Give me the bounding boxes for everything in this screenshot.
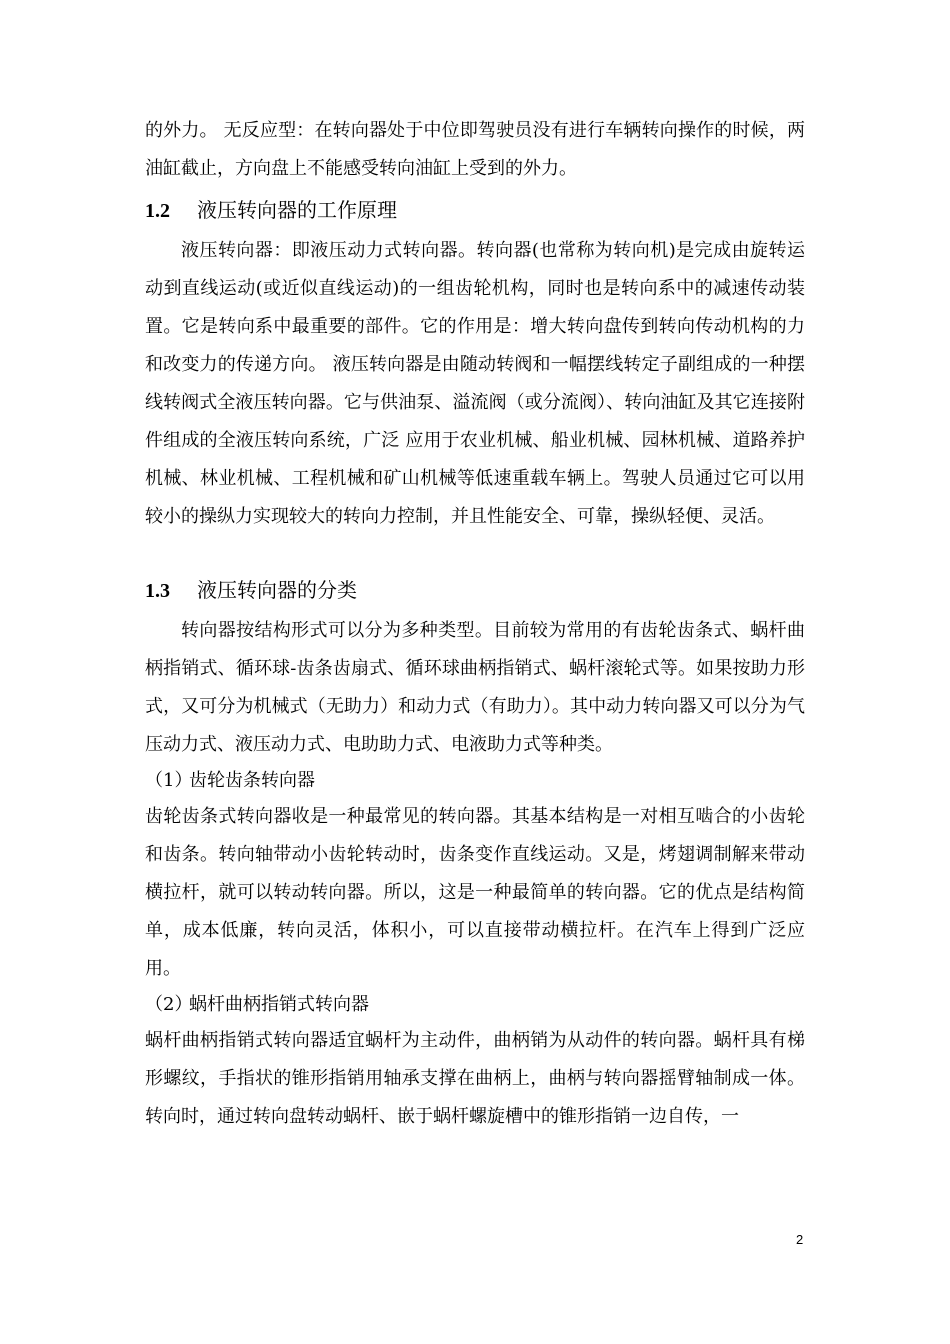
paragraph-top: 的外力。 无反应型：在转向器处于中位即驾驶员没有进行车辆转向操作的时候，两油缸截止，方向盘上不能感受转向油缸上受到的外力。 bbox=[145, 120, 805, 179]
section-title: 液压转向器的分类 bbox=[197, 578, 357, 602]
section-heading-1-2 bbox=[145, 188, 805, 232]
section-number: 1.2 bbox=[145, 200, 170, 222]
subheading-2 bbox=[145, 988, 805, 1022]
paragraph-working-principle: 液压转向器：即液压动力式转向器。转向器(也常称为转向机)是完成由旋转运动到直线运动(或近似直线运动)的一组齿轮机构，同时也是转向系中的减速传动装置。它是转向系中最重要的部件。它的作用是：增大转向盘传到转向传动机构的力和改变力的传递方向。 液压转向器是由随动转阀和一幅摆线转定子副组成的一种摆线转阀式全液压转向器。它与供油泵、溢流阀（或分流阀）、转向油缸及其它连接附件组成的全液压转向系统，广泛 应用于农业机械、船业机械、园林机械、道路养护机械、林业机械、工程机械和矿山机械等低速重载车辆上。驾驶人员通过它可以用较小的操纵力实现较大的转向力控制，并且性能安全、可靠，操纵轻便、灵活。 bbox=[145, 240, 805, 527]
subheading-1 bbox=[145, 764, 805, 798]
subheading-marker: （1） bbox=[145, 770, 193, 791]
section-number: 1.3 bbox=[145, 580, 170, 602]
subheading-title: 齿轮齿条转向器 bbox=[189, 770, 315, 791]
subheading-marker: （2） bbox=[145, 994, 193, 1015]
paragraph-rack-pinion: 齿轮齿条式转向器收是一种最常见的转向器。其基本结构是一对相互啮合的小齿轮和齿条。转向轴带动小齿轮转动时，齿条变作直线运动。又是，烤翅调制解来带动横拉杆，就可以转动转向器。所以，这是一种最简单的转向器。它的优点是结构简单，成本低廉，转向灵活，体积小，可以直接带动横拉杆。在汽车上得到广泛应用。 bbox=[145, 806, 805, 979]
spacer bbox=[145, 536, 805, 568]
paragraph-worm-crank: 蜗杆曲柄指销式转向器适宜蜗杆为主动件，曲柄销为从动件的转向器。蜗杆具有梯形螺纹，手指状的锥形指销用轴承支撑在曲柄上，曲柄与转向器摇臂轴制成一体。转向时，通过转向盘转动蜗杆、嵌于蜗杆螺旋槽中的锥形指销一边自传，一 bbox=[145, 1030, 805, 1127]
page-number: 2 bbox=[796, 1232, 804, 1247]
section-title: 液压转向器的工作原理 bbox=[197, 198, 397, 222]
section-heading-1-3 bbox=[145, 568, 805, 612]
paragraph-classification: 转向器按结构形式可以分为多种类型。目前较为常用的有齿轮齿条式、蜗杆曲柄指销式、循环球-齿条齿扇式、循环球曲柄指销式、蜗杆滚轮式等。如果按助力形式，又可分为机械式（无助力）和动力式（有助力）。其中动力转向器又可以分为气压动力式、液压动力式、电助助力式、电液助力式等种类。 bbox=[145, 620, 805, 755]
document-page bbox=[145, 112, 805, 1136]
subheading-title: 蜗杆曲柄指销式转向器 bbox=[189, 994, 369, 1015]
